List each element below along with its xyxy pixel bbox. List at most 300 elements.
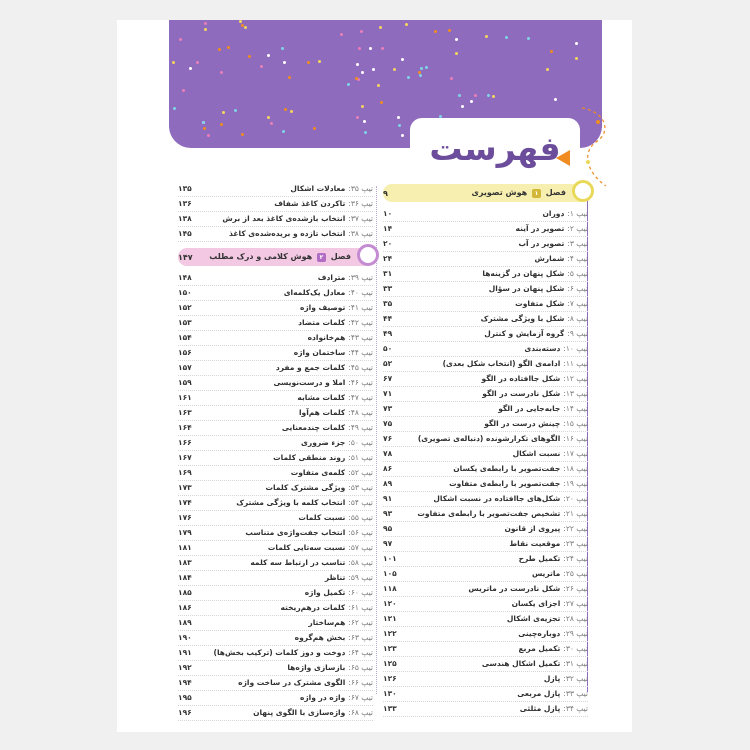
toc-entry-page: ۸۹ (383, 479, 393, 488)
confetti-dot (397, 116, 400, 119)
toc-entry-label: تیپ ۶: (567, 284, 588, 293)
toc-entry[interactable] (178, 227, 373, 242)
confetti-dot (340, 33, 343, 36)
toc-entry-title: تکمیل مربع (518, 644, 561, 653)
toc-entry-title: هم‌خانواده (307, 333, 346, 342)
toc-entry[interactable] (383, 477, 588, 492)
toc-entry-title: نسبت اشکال (512, 449, 561, 458)
toc-entry-page: ۱۸۶ (178, 603, 192, 612)
toc-entry[interactable] (383, 597, 588, 612)
toc-entry-page: ۱۲۶ (383, 674, 397, 683)
toc-entry-page: ۳۵ (383, 299, 393, 308)
toc-entry[interactable] (178, 631, 373, 646)
confetti-dot (220, 123, 223, 126)
toc-entry-label: تیپ ۴۵: (348, 363, 373, 372)
toc-entry-label: تیپ ۵۹: (348, 573, 373, 582)
toc-entry[interactable] (383, 552, 588, 567)
toc-entry-page: ۳۳ (383, 284, 393, 293)
toc-entry[interactable] (178, 646, 373, 661)
toc-entry[interactable] (383, 372, 588, 387)
confetti-dot (270, 122, 273, 125)
confetti-dot (448, 29, 451, 32)
toc-entry[interactable] (383, 492, 588, 507)
toc-entry-page: ۱۸۳ (178, 558, 192, 567)
toc-entry-title: ادامه‌ی الگو (انتخاب شکل بعدی) (442, 359, 561, 368)
toc-entry[interactable] (383, 312, 588, 327)
confetti-dot (360, 30, 363, 33)
toc-entry-label: تیپ ۲۶: (563, 584, 588, 593)
toc-left-column (178, 182, 373, 721)
toc-entry-title: تناظر (324, 573, 346, 582)
toc-entry-page: ۱۵۰ (178, 288, 192, 297)
confetti-dot (281, 47, 284, 50)
toc-entry[interactable] (383, 462, 588, 477)
confetti-dot (356, 63, 359, 66)
toc-entry-title: تجزیه‌ی اشکال (506, 614, 561, 623)
toc-entry[interactable] (383, 282, 588, 297)
toc-entry-title: تناسب در ارتباط سه کلمه (250, 558, 346, 567)
chapter-1-circle (572, 180, 594, 202)
toc-entry-label: تیپ ۶۱: (348, 603, 373, 612)
toc-entry-title: موقعیت نقاط (509, 539, 561, 548)
toc-entry-label: تیپ ۳۰: (563, 644, 588, 653)
toc-entry[interactable] (383, 207, 588, 222)
toc-entry-page: ۱۴۵ (178, 229, 192, 238)
confetti-dot (450, 77, 453, 80)
confetti-dot (461, 105, 464, 108)
toc-entry-title: دوخت و دوز کلمات (ترکیب بخش‌ها) (213, 648, 346, 657)
toc-entry[interactable] (383, 507, 588, 522)
toc-entry-title: کلمات مشابه (297, 393, 346, 402)
toc-entry-page: ۱۰ (383, 209, 393, 218)
toc-entry-page: ۵۰ (383, 344, 393, 353)
toc-entry-title: روند منطقی کلمات (273, 453, 346, 462)
toc-entry[interactable] (178, 691, 373, 706)
toc-entry[interactable] (178, 391, 373, 406)
toc-entry-page: ۷۵ (383, 419, 393, 428)
toc-entry[interactable] (178, 571, 373, 586)
toc-entry-title: معادلات اشکال (290, 184, 346, 193)
toc-entry-title: ساختمان واژه (293, 348, 346, 357)
toc-right-column (383, 182, 588, 717)
toc-entry[interactable] (383, 447, 588, 462)
toc-entry-page: ۱۶۷ (178, 453, 192, 462)
toc-entry[interactable] (178, 601, 373, 616)
toc-entry[interactable] (178, 451, 373, 466)
toc-entry-label: تیپ ۲۵: (563, 569, 588, 578)
toc-entry[interactable] (178, 616, 373, 631)
toc-entry-title: دوباره‌چینی (518, 629, 561, 638)
confetti-dot (420, 67, 423, 70)
confetti-dot (173, 107, 176, 110)
confetti-dot (470, 100, 473, 103)
toc-entry-page: ۱۹۱ (178, 648, 192, 657)
toc-entry-page: ۱۹۰ (178, 633, 192, 642)
toc-entry[interactable] (383, 432, 588, 447)
confetti-dot (189, 67, 192, 70)
toc-entry[interactable] (383, 387, 588, 402)
toc-entry-label: تیپ ۳۶: (348, 199, 373, 208)
toc-entry-label: تیپ ۴۰: (348, 288, 373, 297)
toc-entry[interactable] (178, 361, 373, 376)
toc-entry-page: ۱۸۴ (178, 573, 192, 582)
toc-entry-page: ۹۳ (383, 509, 393, 518)
toc-entry[interactable] (178, 406, 373, 421)
chapter-1-page: ۹ (383, 188, 388, 198)
toc-entry-page: ۱۲۱ (383, 614, 397, 623)
chapter-2-header[interactable] (178, 248, 373, 266)
confetti-dot (546, 68, 549, 71)
toc-entry[interactable] (178, 346, 373, 361)
toc-entry-label: تیپ ۳۸: (348, 229, 373, 238)
toc-entry-page: ۱۲۵ (383, 659, 397, 668)
toc-entry-page: ۴۹ (383, 329, 393, 338)
toc-entry-title: شکل با ویژگی مشترک (480, 314, 565, 323)
confetti-dot (425, 66, 428, 69)
toc-entry[interactable] (178, 376, 373, 391)
toc-entry-label: تیپ ۶۲: (348, 618, 373, 627)
toc-entry-page: ۱۶۴ (178, 423, 192, 432)
toc-entry-label: تیپ ۱: (567, 209, 588, 218)
toc-entry-title: تکمیل اشکال هندسی (481, 659, 561, 668)
confetti-dot (241, 133, 244, 136)
toc-entry-page: ۱۸۹ (178, 618, 192, 627)
toc-entry-title: شکل نادرست در ماتریس (468, 584, 561, 593)
toc-entry[interactable] (178, 496, 373, 511)
toc-entry-label: تیپ ۱۶: (563, 434, 588, 443)
confetti-dot (227, 46, 230, 49)
toc-entry-label: تیپ ۵۶: (348, 528, 373, 537)
toc-entry[interactable] (383, 417, 588, 432)
toc-entry-page: ۴۴ (383, 314, 393, 323)
confetti-dot (419, 74, 422, 77)
confetti-dot (234, 109, 237, 112)
toc-entry-title: جزء ضروری (301, 438, 346, 447)
toc-entry-page: ۱۶۱ (178, 393, 192, 402)
confetti-dot (458, 94, 461, 97)
confetti-dot (550, 50, 553, 53)
toc-entry-page: ۵۲ (383, 359, 393, 368)
confetti-dot (434, 30, 437, 33)
confetti-dot (239, 20, 242, 23)
toc-entry[interactable] (383, 702, 588, 717)
toc-entry-page: ۱۷۳ (178, 483, 192, 492)
toc-entry[interactable] (178, 586, 373, 601)
confetti-dot (355, 77, 358, 80)
toc-entry-page: ۱۵۲ (178, 303, 192, 312)
toc-entry-label: تیپ ۲۲: (563, 524, 588, 533)
toc-entry-title: جفت‌تصویر با رابطه‌ی متفاوت (449, 479, 561, 488)
toc-entry[interactable] (178, 661, 373, 676)
confetti-dot (380, 101, 383, 104)
confetti-dot (455, 38, 458, 41)
toc-entry-label: تیپ ۱۸: (563, 464, 588, 473)
confetti-dot (381, 47, 384, 50)
toc-entry-label: تیپ ۵۴: (348, 498, 373, 507)
toc-entry-label: تیپ ۳: (567, 239, 588, 248)
toc-entry-label: تیپ ۱۷: (563, 449, 588, 458)
toc-entry-label: تیپ ۶۵: (348, 663, 373, 672)
toc-entry[interactable] (383, 642, 588, 657)
toc-entry[interactable] (383, 537, 588, 552)
toc-entry[interactable] (178, 182, 373, 197)
toc-entry-title: شمارش (534, 254, 565, 263)
toc-entry[interactable] (178, 526, 373, 541)
toc-entry-label: تیپ ۵: (567, 269, 588, 278)
confetti-dot (248, 55, 251, 58)
page-title: فهرست (429, 129, 561, 168)
toc-entry-label: تیپ ۱۳: (563, 389, 588, 398)
toc-entry[interactable] (383, 237, 588, 252)
toc-entry-page: ۱۹۲ (178, 663, 192, 672)
toc-entry-title: جابه‌جایی در الگو (498, 404, 561, 413)
toc-entry-title: کلمه‌ی متفاوت (290, 468, 346, 477)
confetti-dot (401, 58, 404, 61)
toc-entry-page: ۲۴ (383, 254, 393, 263)
toc-entry-label: تیپ ۱۵: (563, 419, 588, 428)
toc-entry-label: تیپ ۱۱: (563, 359, 588, 368)
toc-entry-title: چینش درست در الگو (484, 419, 561, 428)
toc-entry-page: ۱۴ (383, 224, 393, 233)
toc-entry-title: ویژگی مشترک کلمات (265, 483, 346, 492)
confetti-dot (222, 111, 225, 114)
confetti-dot (202, 121, 205, 124)
toc-entry[interactable] (178, 556, 373, 571)
toc-entry[interactable] (178, 212, 373, 227)
toc-entry-title: املا و درست‌نویسی (273, 378, 346, 387)
toc-entry-title: کلمات متضاد (298, 318, 346, 327)
chapter-1-title: فصل ۱ هوش تصویری (471, 188, 566, 197)
toc-entry-page: ۱۵۳ (178, 318, 192, 327)
toc-entry[interactable] (178, 466, 373, 481)
confetti-dot (379, 26, 382, 29)
toc-entry-label: تیپ ۱۰: (563, 344, 588, 353)
toc-entry-label: تیپ ۲۱: (563, 509, 588, 518)
toc-entry[interactable] (178, 676, 373, 691)
toc-entry-page: ۷۶ (383, 434, 393, 443)
toc-entry-page: ۱۳۳ (383, 704, 397, 713)
toc-entry-page: ۱۰۵ (383, 569, 397, 578)
toc-entry-page: ۱۵۷ (178, 363, 192, 372)
confetti-dot (220, 71, 223, 74)
toc-entry-title: بخش هم‌گروه (294, 633, 346, 642)
toc-entry-title: اجزای یکسان (511, 599, 561, 608)
toc-entry-page: ۱۳۸ (178, 214, 192, 223)
confetti-dot (407, 76, 410, 79)
confetti-dot (307, 61, 310, 64)
confetti-dot (505, 36, 508, 39)
toc-entry[interactable] (383, 402, 588, 417)
toc-entry[interactable] (383, 657, 588, 672)
toc-entry-title: الگوهای تکرارشونده (دنباله‌ی تصویری) (417, 434, 561, 443)
chapter-2-number: ۲ (317, 253, 326, 262)
toc-entry[interactable] (383, 222, 588, 237)
toc-entry-page: ۶۷ (383, 374, 393, 383)
toc-entry[interactable] (383, 627, 588, 642)
toc-entry-title: انتخاب بازشده‌ی کاغذ بعد از برش (222, 214, 346, 223)
toc-entry-page: ۱۲۰ (383, 599, 397, 608)
toc-entry-title: کلمات هم‌آوا (298, 408, 346, 417)
toc-entry[interactable] (178, 301, 373, 316)
toc-entry-page: ۷۳ (383, 404, 393, 413)
confetti-dot (318, 60, 321, 63)
toc-entry-label: تیپ ۸: (567, 314, 588, 323)
toc-entry-label: تیپ ۴۴: (348, 348, 373, 357)
confetti-dot (358, 47, 361, 50)
toc-entry[interactable] (178, 436, 373, 451)
toc-entry-page: ۹۷ (383, 539, 393, 548)
confetti-dot (244, 26, 247, 29)
toc-entry-title: پیروی از قانون (504, 524, 561, 533)
toc-entry-title: پازل مثلثی (519, 704, 561, 713)
confetti-dot (207, 134, 210, 137)
toc-entry-title: کلمات جمع و مفرد (275, 363, 346, 372)
confetti-dot (401, 134, 404, 137)
toc-entry-label: تیپ ۶۳: (348, 633, 373, 642)
confetti-dot (485, 35, 488, 38)
confetti-dot (290, 110, 293, 113)
confetti-dot (364, 131, 367, 134)
toc-entry-label: تیپ ۴۷: (348, 393, 373, 402)
toc-entry[interactable] (178, 481, 373, 496)
confetti-dot (283, 61, 286, 64)
toc-entry[interactable] (383, 672, 588, 687)
toc-entry[interactable] (178, 316, 373, 331)
toc-entry[interactable] (383, 567, 588, 582)
chapter-2-title: فصل ۲ هوش کلامی و درک مطلب (209, 252, 351, 261)
toc-entry-page: ۹۱ (383, 494, 393, 503)
toc-entry-title: الگوی مشترک در ساخت واژه (238, 678, 346, 687)
confetti-dot (361, 71, 364, 74)
confetti-dot (474, 94, 477, 97)
toc-entry[interactable] (383, 582, 588, 597)
toc-entry-title: تاکردن کاغذ شفاف (274, 199, 346, 208)
confetti-dot (361, 105, 364, 108)
toc-entry-page: ۱۵۶ (178, 348, 192, 357)
toc-entry[interactable] (178, 541, 373, 556)
toc-entry-title: شکل‌های جاافتاده در نسبت اشکال (433, 494, 561, 503)
confetti-dot (182, 89, 185, 92)
toc-entry-page: ۱۵۹ (178, 378, 192, 387)
toc-entry[interactable] (178, 331, 373, 346)
toc-entry[interactable] (178, 511, 373, 526)
toc-entry-title: واژه‌سازی با الگوی پنهان (253, 708, 346, 717)
confetti-dot (267, 116, 270, 119)
confetti-dot (455, 52, 458, 55)
toc-entry-label: تیپ ۵۷: (348, 543, 373, 552)
toc-entry-label: تیپ ۴۸: (348, 408, 373, 417)
confetti-dot (218, 48, 221, 51)
confetti-dot (347, 83, 350, 86)
confetti-dot (284, 108, 287, 111)
confetti-dot (369, 47, 372, 50)
toc-entry-title: پازل مربعی (517, 689, 561, 698)
confetti-dot (282, 130, 285, 133)
toc-entry-title: انتخاب کلمه با ویژگی مشترک (236, 498, 346, 507)
toc-entry-page: ۱۵۴ (178, 333, 192, 342)
toc-entry-title: شکل متفاوت (515, 299, 565, 308)
toc-entry-page: ۱۶۹ (178, 468, 192, 477)
toc-entry-page: ۸۶ (383, 464, 393, 473)
confetti-dot (377, 84, 380, 87)
toc-entry-title: تصویر در آب (518, 239, 565, 248)
doodle-decoration (576, 102, 616, 192)
confetti-dot (527, 37, 530, 40)
confetti-dot (372, 68, 375, 71)
toc-entry[interactable] (383, 687, 588, 702)
toc-entry[interactable] (383, 357, 588, 372)
toc-entry-title: کلمات درهم‌ریخته (280, 603, 346, 612)
toc-entry-label: تیپ ۶۶: (348, 678, 373, 687)
toc-entry[interactable] (178, 286, 373, 301)
title-arrow-decoration (556, 150, 570, 166)
confetti-dot (288, 76, 291, 79)
toc-entry-label: تیپ ۵۳: (348, 483, 373, 492)
toc-entry-page: ۱۷۴ (178, 498, 192, 507)
toc-entry-label: تیپ ۵۲: (348, 468, 373, 477)
toc-entry-page: ۱۷۶ (178, 513, 192, 522)
toc-entry-page: ۱۸۱ (178, 543, 192, 552)
confetti-dot (172, 61, 175, 64)
toc-entry-label: تیپ ۳۷: (348, 214, 373, 223)
toc-entry-label: تیپ ۶۰: (348, 588, 373, 597)
toc-entry[interactable] (178, 271, 373, 286)
toc-entry-title: شکل پنهان در گزینه‌ها (482, 269, 565, 278)
toc-entry[interactable] (178, 706, 373, 721)
toc-entry-label: تیپ ۳۲: (563, 674, 588, 683)
toc-entry-title: گروه آزمایش و کنترل (484, 329, 565, 338)
toc-entry-label: تیپ ۳۳: (563, 689, 588, 698)
toc-entry[interactable] (383, 327, 588, 342)
toc-entry-label: تیپ ۲۴: (563, 554, 588, 563)
toc-entry[interactable] (178, 421, 373, 436)
toc-entry-title: شکل پنهان در سؤال (488, 284, 565, 293)
toc-entry-label: تیپ ۳۴: (563, 704, 588, 713)
toc-entry-label: تیپ ۴۳: (348, 333, 373, 342)
toc-entry[interactable] (383, 612, 588, 627)
toc-entry-page: ۱۹۴ (178, 678, 192, 687)
toc-entry-title: شکل جاافتاده در الگو (481, 374, 561, 383)
confetti-dot (204, 28, 207, 31)
chapter-1-header[interactable] (383, 184, 588, 202)
confetti-dot (313, 127, 316, 130)
toc-entry-page: ۱۲۲ (383, 629, 397, 638)
toc-entry-label: تیپ ۳۹: (348, 273, 373, 282)
toc-entry-page: ۱۳۶ (178, 199, 192, 208)
toc-entry-label: تیپ ۴: (567, 254, 588, 263)
toc-entry[interactable] (178, 197, 373, 212)
toc-entry-page: ۱۱۸ (383, 584, 397, 593)
toc-entry[interactable] (383, 267, 588, 282)
toc-entry[interactable] (383, 297, 588, 312)
toc-entry-title: پازل (543, 674, 561, 683)
confetti-dot (204, 22, 207, 25)
toc-entry-title: مترادف (317, 273, 346, 282)
toc-entry-label: تیپ ۴۶: (348, 378, 373, 387)
toc-entry-title: شکل نادرست در الگو (482, 389, 561, 398)
confetti-dot (260, 65, 263, 68)
toc-entry-label: تیپ ۲۹: (563, 629, 588, 638)
toc-entry-title: تکمیل واژه (304, 588, 346, 597)
confetti-dot (356, 116, 359, 119)
toc-entry[interactable] (383, 342, 588, 357)
toc-entry-label: تیپ ۶۴: (348, 648, 373, 657)
toc-entry[interactable] (383, 522, 588, 537)
toc-entry-page: ۷۱ (383, 389, 393, 398)
toc-entry-title: توصیف واژه (299, 303, 346, 312)
toc-entry-page: ۱۹۶ (178, 708, 192, 717)
toc-entry[interactable] (383, 252, 588, 267)
